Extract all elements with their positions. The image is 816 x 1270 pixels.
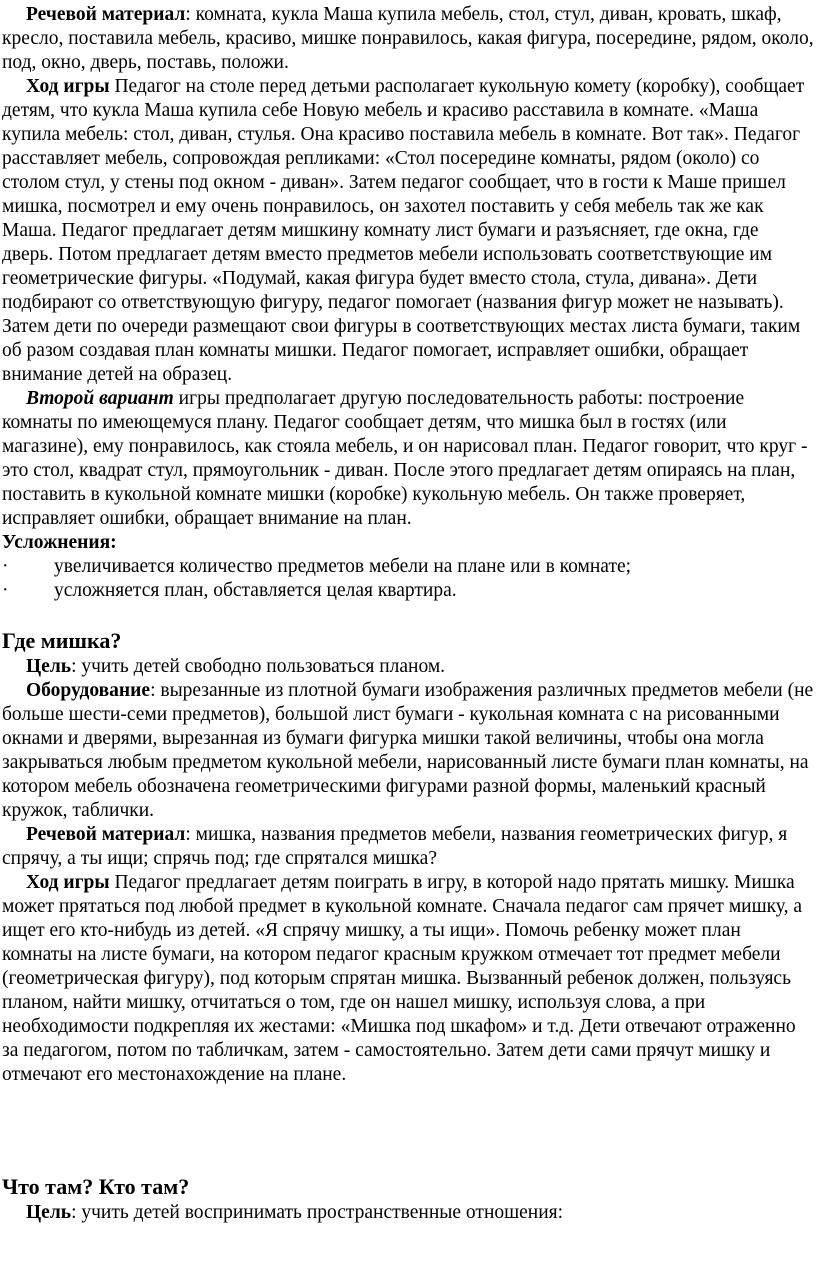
- game3-goal-paragraph: [2, 1201, 814, 1225]
- game2-goal-text: : учить детей свободно пользоваться планом.: [71, 656, 446, 677]
- game2-speech-text: : мишка, названия предметов мебели, названия геометрических фигур, я спрячу, а ты ищи; спрячь под; где спрятался мишка?: [2, 824, 788, 869]
- game1-variant-label: Второй вариант: [26, 388, 174, 409]
- game1-course-paragraph: [2, 75, 814, 387]
- game2-course-text: Педагог предлагает детям поиграть в игру, в которой надо прятать мишку. Мишка может прятаться под любой предмет в кукольной комнате. Сначала педагог сам прячет мишку, а ищет его кто-нибудь из детей. «Я спрячу мишку, а ты ищи». Помочь ребенку может план комнаты на листе бумаги, на котором педагог красным кружком отмечает тот предмет мебели (геометрическая фигуру), под которым спрятан мишка. Вызванный ребенок должен, пользуясь планом, найти мишку, отчитаться о том, где он нашел мишку, используя слова, а при необходимости подкрепляя их жестами: «Мишка под шкафом» и т.д. Дети отвечают отраженно за педагогом, потом по табличкам, затем - самостоятельно. Затем дети сами прячут мишку и отмечают его местонахождение на плане.: [2, 872, 803, 1085]
- game3-title: Что там? Кто там?: [2, 1174, 190, 1199]
- list-item: [2, 579, 814, 603]
- list-item-text: увеличивается количество предметов мебели на плане или в комнате;: [54, 556, 632, 577]
- game2-goal-label: Цель: [26, 656, 72, 677]
- game1-variant-paragraph: [2, 387, 814, 531]
- game2-title: Где мишка?: [2, 628, 122, 653]
- document-page: [2, 3, 814, 1225]
- game2-course-paragraph: [2, 871, 814, 1087]
- game1-speech-paragraph: [2, 3, 814, 75]
- game2-speech-label: Речевой материал: [26, 824, 186, 845]
- game2-speech-paragraph: [2, 823, 814, 871]
- game1-course-text: Педагог на столе перед детьми располагает кукольную комету (коробку), сообщает детям, что кукла Маша купила себе Новую мебель и красиво расставила в комнате. «Маша купила мебель: стол, диван, стулья. Она красиво поставила мебель в комнате. Вот так». Педагог расставляет мебель, сопровождая репликами: «Стол посередине комнаты, рядом (около) со столом стул, у стены под окном - диван». Затем педагог сообщает, что в гости к Маше пришел мишка, посмотрел и ему очень понравилось, он захотел поставить у себя мебель так же как Маша. Педагог предлагает детям мишкину комнату лист бумаги и разъясняет, где окна, где дверь. Потом предлагает детям вместо предметов мебели использовать соответствующие им геометрические фигуры. «Подумай, какая фигура будет вместо стола, стула, дивана». Дети подбирают со ответствующую фигуру, педагог помогает (названия фигур может не называть). Затем дети по очереди размещают свои фигуры в соответствующих местах листа бумаги, таким об разом создавая план комнаты мишки. Педагог помогает, исправляет ошибки, обращает внимание детей на образец.: [2, 76, 805, 385]
- bullet-glyph: ·: [2, 556, 9, 577]
- game2-equipment-label: Оборудование: [26, 680, 151, 701]
- list-item: [2, 555, 814, 579]
- game1-speech-label: Речевой материал: [26, 4, 186, 25]
- spacer: [2, 1087, 814, 1173]
- game2-equipment-text: : вырезанные из плотной бумаги изображения различных предметов мебели (не больше шести-семи предметов), большой лист бумаги - кукольная комната с на рисованными окнами и дверями, вырезанная из бумаги фигурка мишки такой величины, чтобы она могла закрываться любым предметом кукольной мебели, нарисованный листе бумаги план комнаты, на котором мебель обозначена геометрическими фигурами разной формы, маленький красный кружок, таблички.: [2, 680, 814, 821]
- game2-course-label: Ход игры: [26, 872, 110, 893]
- game3-goal-text: : учить детей воспринимать пространственные отношения:: [71, 1202, 564, 1223]
- game1-speech-text: : комната, кукла Маша купила мебель, стол, стул, диван, кровать, шкаф, кресло, поставила мебель, красиво, мишке понравилось, какая фигура, посередине, рядом, около, под, окно, дверь, поставь, положи.: [2, 4, 814, 73]
- bullet-glyph: ·: [2, 580, 9, 601]
- game2-goal-paragraph: [2, 655, 814, 679]
- game1-course-label: Ход игры: [26, 76, 110, 97]
- game1-complications-heading: Усложнения:: [2, 532, 117, 553]
- list-item-text: усложняется план, обставляется целая квартира.: [54, 580, 457, 601]
- game1-variant-text: игры предполагает другую последовательность работы: построение комнаты по имеющемуся плану. Педагог сообщает детям, что мишка был в гостях (или магазине), ему понравилось, как стояла мебель, и он нарисовал план. Педагог говорит, что круг - это стол, квадрат стул, прямоугольник - диван. После этого предлагает детям опираясь на план, поставить в кукольной комнате мишки (коробке) кукольную мебель. Он также проверяет, исправляет ошибки, обращает внимание на план.: [2, 388, 808, 529]
- game2-equipment-paragraph: [2, 679, 814, 823]
- game3-goal-label: Цель: [26, 1202, 72, 1223]
- spacer: [2, 603, 814, 627]
